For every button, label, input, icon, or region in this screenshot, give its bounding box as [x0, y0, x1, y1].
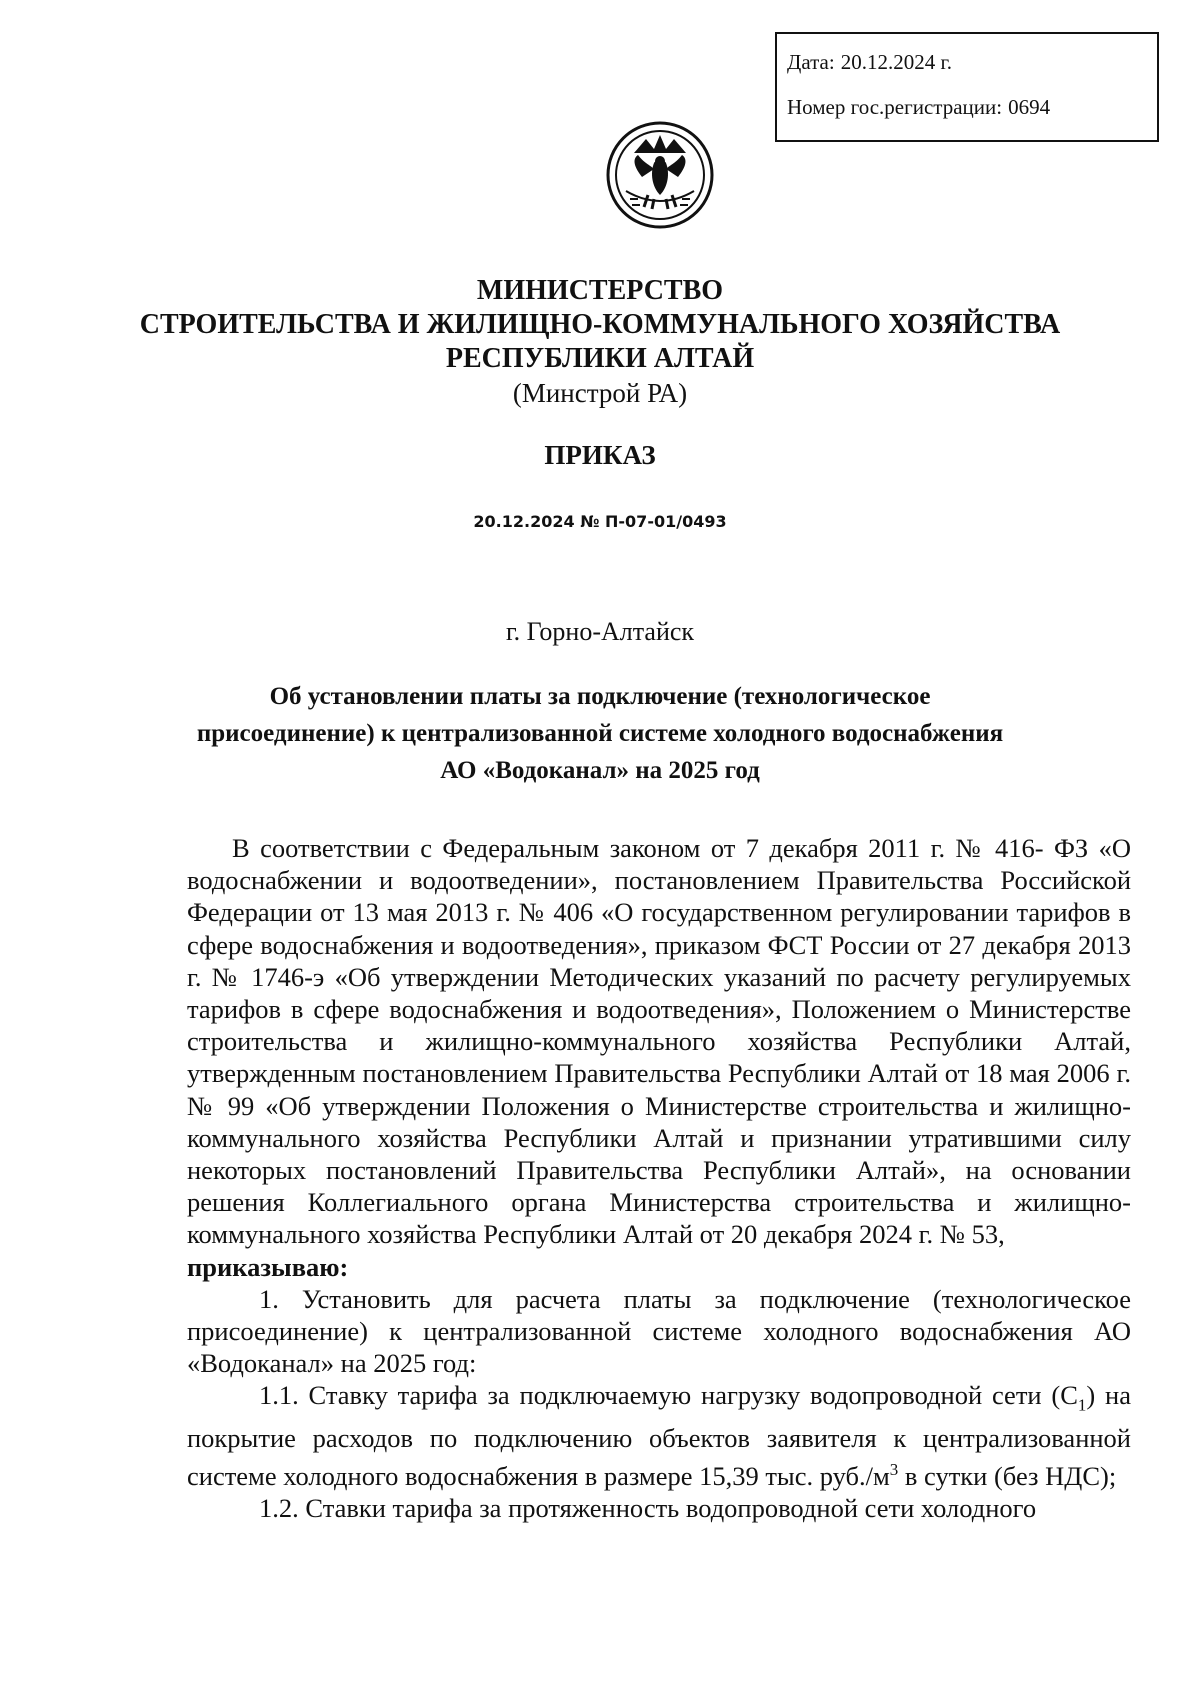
- coat-of-arms-emblem-icon: [604, 115, 716, 235]
- registration-box: [775, 32, 1159, 142]
- preamble-paragraph: В соответствии с Федеральным законом от 7 декабря 2011 г. № 416- ФЗ «О водоснабжении и водоотведении», постановлением Правительства Российской Федерации от 13 мая 2013 г. № 406 «О государственном регулировании тарифов в сфере водоснабжения и водоотведения», приказом ФСТ России от 27 декабря 2013 г. № 1746-э «Об утверждении Методических указаний по расчету регулируемых тарифов в сфере водоснабжения и водоотведения», Положением о Министерстве строительства и жилищно-коммунального хозяйства Республики Алтай, утвержденным постановлением Правительства Республики Алтай от 18 мая 2006 г. № 99 «Об утверждении Положения о Министерстве строительства и жилищно-коммунального хозяйства Республики Алтай и признании утратившими силу некоторых постановлений Правительства Республики Алтай», на основании решения Коллегиального органа Министерства строительства и жилищно-коммунального хозяйства Республики Алтай от 20 декабря 2024 г. № 53,: [187, 833, 1131, 1250]
- item-1-1-text-a: 1.1. Ставку тарифа за подключаемую нагрузку водопроводной сети (С: [259, 1380, 1078, 1411]
- registration-date: [787, 52, 1157, 73]
- ministry-short-name: (Минстрой РА): [512, 378, 688, 408]
- item-1-2: 1.2. Ставки тарифа за протяженность водопроводной сети холодного: [259, 1493, 1037, 1524]
- registration-number: [787, 97, 1157, 118]
- command-word: приказываю:: [187, 1251, 349, 1282]
- order-subject: [170, 678, 1030, 789]
- item-1-1-superscript: 3: [889, 1460, 899, 1480]
- registration-number-label: Номер гос.регистрации:: [787, 95, 1003, 119]
- item-1-1: [187, 1379, 1131, 1492]
- subject-line3: АО «Водоканал» на 2025 год: [440, 757, 760, 784]
- order-city: г. Горно-Алтайск: [505, 617, 695, 646]
- ministry-header: [0, 274, 1200, 410]
- item-1-1-subscript: 1: [1077, 1395, 1087, 1415]
- subject-line2: присоединение) к централизованной системе холодного водоснабжения: [196, 720, 1004, 747]
- registration-date-value: 20.12.2024 г.: [840, 50, 952, 74]
- item-1: 1. Установить для расчета платы за подключение (технологическое присоединение) к централизованной системе холодного водоснабжения АО «Водоканал» на 2025 год:: [187, 1283, 1131, 1379]
- ministry-name-line3: РЕСПУБЛИКИ АЛТАЙ: [445, 343, 755, 374]
- registration-date-label: Дата:: [787, 50, 835, 74]
- order-title: ПРИКАЗ: [544, 440, 656, 470]
- subject-line1: Об установлении платы за подключение (технологическое: [269, 683, 931, 710]
- item-1-1-text-b: ) на покрытие расходов по подключению объектов заявителя к централизованной системе холодного водоснабжения в размере 15,39 тыс. руб./м: [187, 1380, 1131, 1491]
- ministry-name-line1: МИНИСТЕРСТВО: [476, 275, 724, 306]
- ministry-name-line2: СТРОИТЕЛЬСТВА И ЖИЛИЩНО-КОММУНАЛЬНОГО ХОЗЯЙСТВА: [139, 309, 1061, 340]
- item-1-1-text-c: в сутки (без НДС);: [898, 1460, 1117, 1491]
- order-body: [187, 832, 1131, 1524]
- registration-number-value: 0694: [1008, 95, 1051, 119]
- order-number: 20.12.2024 № П-07-01/0493: [473, 512, 727, 531]
